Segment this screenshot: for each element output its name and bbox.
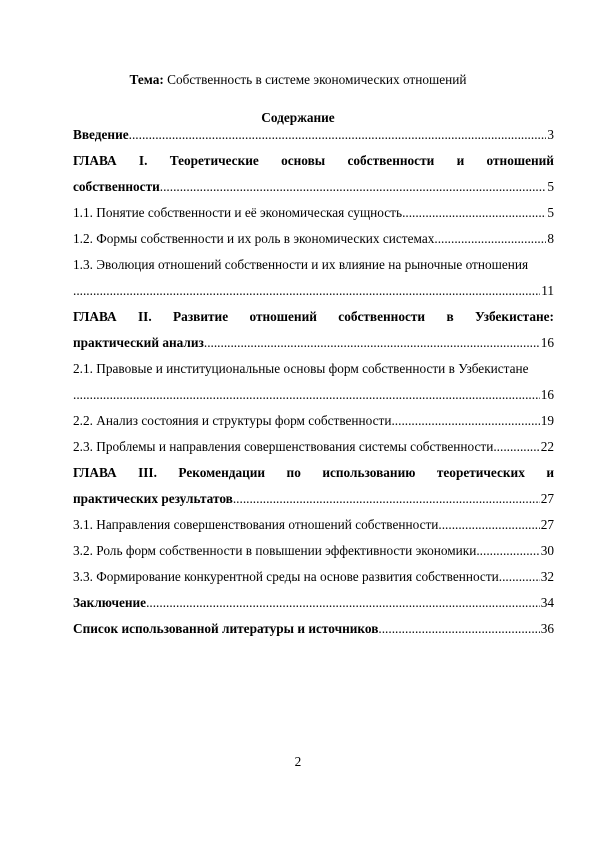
toc-entry-title: собственности	[73, 179, 160, 194]
toc-entry-title: 2.2. Анализ состояния и структуры форм собственности	[73, 413, 392, 428]
chapter-word: и	[456, 153, 465, 168]
toc-entry-1-2[interactable]	[73, 231, 554, 257]
chapter-word: Теоретические	[169, 153, 259, 168]
chapter-word: ГЛАВА	[73, 465, 117, 480]
chapter-word: в	[446, 309, 454, 324]
chapter-word: ГЛАВА	[73, 153, 117, 168]
dot-leader	[391, 413, 539, 429]
toc-entry-page: 19	[540, 413, 554, 428]
table-of-contents	[73, 127, 554, 647]
toc-entry-1-3-cont[interactable]	[73, 283, 554, 309]
topic-label: Тема:	[129, 72, 164, 87]
toc-entry-page: 8	[547, 231, 554, 246]
toc-entry-1-1[interactable]	[73, 205, 554, 231]
toc-entry-page: 22	[540, 439, 554, 454]
chapter-word: основы	[281, 153, 326, 168]
chapter-1-heading-line	[73, 153, 554, 169]
chapter-word: III.	[138, 465, 157, 480]
dot-leader	[73, 283, 540, 299]
toc-entry-chapter-3[interactable]	[73, 465, 554, 491]
dot-leader	[146, 595, 540, 611]
toc-entry-conclusion[interactable]	[73, 595, 554, 621]
toc-entry-title: 2.3. Проблемы и направления совершенствования системы собственности	[73, 439, 494, 454]
dot-leader	[73, 387, 540, 403]
chapter-word: II.	[137, 309, 152, 324]
dot-leader	[129, 127, 547, 143]
toc-entry-title: 1.3. Эволюция отношений собственности и их влияние на рыночные отношения	[73, 257, 529, 272]
toc-entry-title: 3.2. Роль форм собственности в повышении эффективности экономики	[73, 543, 477, 558]
toc-entry-title: 2.1. Правовые и институциональные основы форм собственности в Узбекистане	[73, 361, 529, 376]
chapter-word: по	[286, 465, 301, 480]
document-topic	[0, 72, 596, 88]
chapter-word: Развитие	[173, 309, 229, 324]
toc-entry-page: 5	[547, 179, 554, 194]
toc-entry-page: 16	[540, 387, 554, 402]
toc-entry-page: 27	[540, 517, 554, 532]
topic-text: Собственность в системе экономических отношений	[163, 72, 467, 87]
dot-leader	[499, 569, 540, 585]
chapter-word: теоретических	[436, 465, 525, 480]
dot-leader	[402, 205, 546, 221]
chapter-word: отношений	[486, 153, 554, 168]
toc-entry-references[interactable]	[73, 621, 554, 647]
dot-leader	[204, 335, 540, 351]
chapter-word: использованию	[322, 465, 416, 480]
chapter-word: Рекомендации	[178, 465, 266, 480]
dot-leader	[476, 543, 539, 559]
toc-entry-page: 5	[547, 205, 554, 220]
page-number: 2	[294, 754, 302, 769]
toc-entry-title: 1.2. Формы собственности и их роль в экономических системах	[73, 231, 435, 246]
chapter-word: Узбекистане:	[475, 309, 554, 324]
toc-entry-3-3[interactable]	[73, 569, 554, 595]
toc-entry-page: 36	[540, 621, 554, 636]
toc-entry-title: практических результатов	[73, 491, 233, 506]
dot-leader	[160, 179, 547, 195]
toc-entry-3-2[interactable]	[73, 543, 554, 569]
toc-entry-title: 3.1. Направления совершенствования отношений собственности	[73, 517, 439, 532]
toc-entry-page: 32	[540, 569, 554, 584]
dot-leader	[378, 621, 539, 637]
dot-leader	[233, 491, 540, 507]
chapter-2-heading-line	[73, 309, 554, 325]
toc-entry-page: 30	[540, 543, 554, 558]
toc-entry-chapter-3-cont[interactable]	[73, 491, 554, 517]
chapter-3-heading-line	[73, 465, 554, 481]
toc-entry-chapter-1-cont[interactable]	[73, 179, 554, 205]
toc-heading: Содержание	[261, 110, 335, 125]
toc-entry-2-3[interactable]	[73, 439, 554, 465]
chapter-word: собственности	[338, 309, 426, 324]
toc-entry-2-2[interactable]	[73, 413, 554, 439]
dot-leader	[493, 439, 539, 455]
toc-entry-3-1[interactable]	[73, 517, 554, 543]
toc-entry-page: 11	[541, 283, 554, 298]
toc-entry-chapter-2[interactable]	[73, 309, 554, 335]
toc-entry-introduction[interactable]	[73, 127, 554, 153]
toc-entry-chapter-1[interactable]	[73, 153, 554, 179]
toc-entry-title: Заключение	[73, 595, 147, 610]
toc-entry-title: Введение	[73, 127, 129, 142]
toc-entry-page: 27	[540, 491, 554, 506]
toc-entry-page: 34	[540, 595, 554, 610]
chapter-word: отношений	[249, 309, 317, 324]
toc-entry-2-1[interactable]	[73, 361, 554, 387]
toc-entry-page: 3	[547, 127, 554, 142]
chapter-word: I.	[138, 153, 148, 168]
toc-entry-page: 16	[540, 335, 554, 350]
chapter-word: ГЛАВА	[73, 309, 117, 324]
toc-entry-title: Список использованной литературы и источников	[73, 621, 379, 636]
chapter-word: и	[546, 465, 554, 480]
toc-entry-title: 3.3. Формирование конкурентной среды на основе развития собственности	[73, 569, 499, 584]
chapter-word: собственности	[347, 153, 435, 168]
dot-leader	[434, 231, 546, 247]
toc-entry-title: 1.1. Понятие собственности и её экономическая сущность	[73, 205, 403, 220]
toc-entry-chapter-2-cont[interactable]	[73, 335, 554, 361]
dot-leader	[438, 517, 539, 533]
toc-entry-title: практический анализ	[73, 335, 204, 350]
toc-entry-2-1-cont[interactable]	[73, 387, 554, 413]
toc-entry-1-3[interactable]	[73, 257, 554, 283]
